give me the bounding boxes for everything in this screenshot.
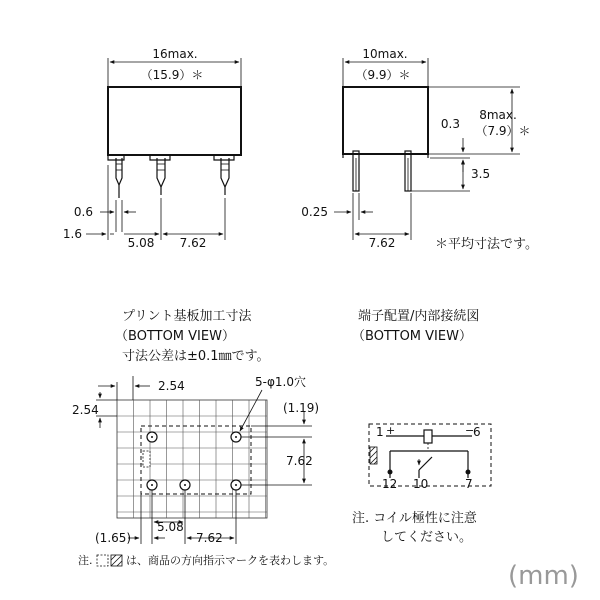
terminal-diagram [352,308,491,545]
direction-mark-hatched [370,447,377,464]
terminal-subtitle: （BOTTOM VIEW） [352,329,472,344]
pcb-tolerance: 寸法公差は±0.1㎜です。 [122,349,270,364]
pcb-title: プリント基板加工寸法 [122,309,252,324]
pcb-dim-7-62-v: 7.62 [286,454,313,468]
pcb-dim-1-65: (1.65) [95,531,132,545]
note-prefix: 注. [78,554,93,567]
coil-polarity-note-2: してください。 [381,530,473,545]
pitch-b-label: 7.62 [179,236,207,250]
unit-label: (mm) [508,561,579,591]
pin-width-label: 0.6 [73,205,93,219]
relay-body-side [343,87,428,154]
pin-10-label: 10 [413,477,429,491]
pcb-dim-5-08: 5.08 [157,520,184,534]
pcb-subtitle: （BOTTOM VIEW） [115,329,235,344]
pin-7-label: 7 [465,477,473,491]
front-pin-left [116,158,122,198]
direction-mark [143,451,150,467]
note-text: は、商品の方向指示マークを表わします。 [126,554,335,567]
pin-12-label: 12 [382,477,398,491]
pcb-dim-2-54-h: 2.54 [158,379,185,393]
pcb-layout [72,308,319,545]
pin-length-label: 3.5 [471,167,491,181]
side-pitch-label: 7.62 [368,236,396,250]
pitch-a-label: 5.08 [127,236,155,250]
coil-symbol [424,430,432,443]
coil-polarity-note-1: 注. コイル極性に注意 [352,511,477,526]
terminal-title: 端子配置/内部接続図 [358,309,480,324]
pin-6-label: 6 [473,425,481,439]
pin-1-label: 1 [376,425,384,439]
side-width-max-label: 10max. [362,47,408,61]
height-avg-label: （7.9）＊ [475,124,531,138]
front-view [63,47,241,250]
pin-minus-label: − [465,424,475,437]
note-dashed-box-icon [97,555,108,566]
average-footnote: ＊平均寸法です。 [435,237,538,252]
width-avg-label: （15.9）＊ [140,68,204,82]
height-max-label: 8max. [479,108,517,122]
width-max-label: 16max. [152,47,198,61]
side-width-avg-label: （9.9）＊ [355,68,411,82]
pcb-grid [117,400,267,518]
front-pin-mid [157,158,165,195]
contact-switch [419,457,432,470]
pin-thickness-label: 0.25 [301,205,328,219]
pin-plus-label: + [386,424,396,437]
standoff-label: 0.3 [440,117,460,131]
pcb-dim-1-19: (1.19) [283,401,320,415]
pcb-dim-2-54-v: 2.54 [72,403,99,417]
bottom-note [78,553,334,567]
side-view [301,47,538,252]
front-pin-right [221,158,229,195]
relay-body-front [108,87,241,155]
pin-offset-label: 1.6 [62,227,82,241]
hole-spec-label: 5-φ1.0穴 [255,375,306,389]
pcb-dim-7-62-h: 7.62 [196,531,223,545]
